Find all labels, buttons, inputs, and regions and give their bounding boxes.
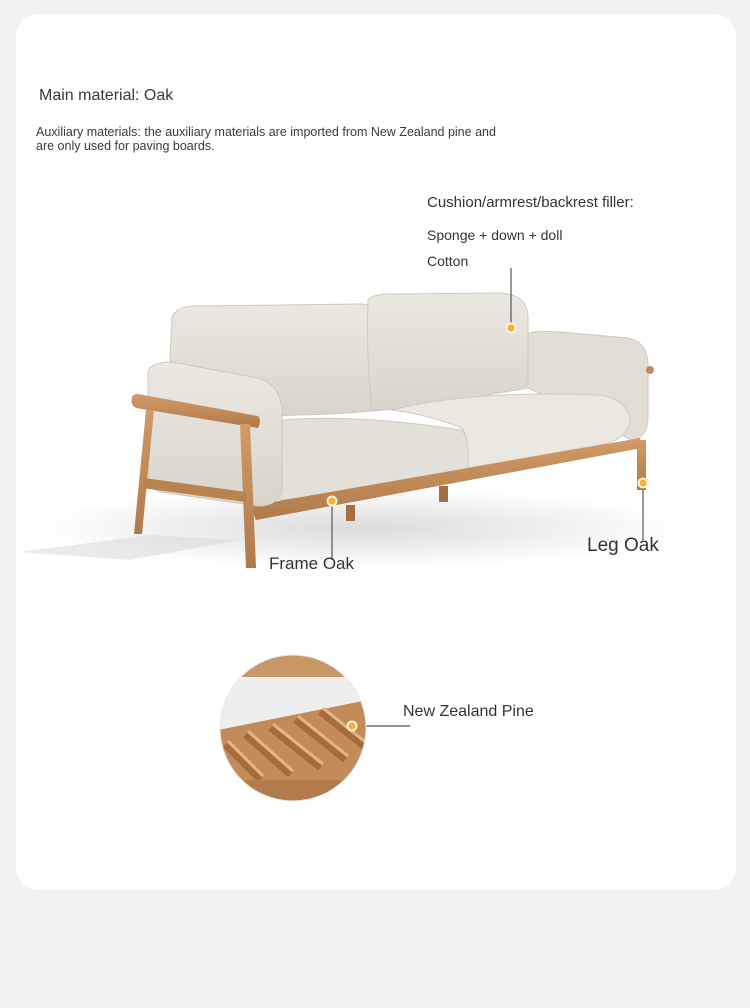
leg-center-1 (346, 505, 355, 521)
filler-callout-line1: Sponge + down + doll (427, 227, 563, 243)
frame-dot (328, 497, 337, 506)
filler-callout-line2: Cotton (427, 253, 469, 269)
frame-oak-label: Frame Oak (269, 554, 355, 573)
filler-callout-title: Cushion/armrest/backrest filler: (427, 194, 634, 211)
new-zealand-pine-label: New Zealand Pine (403, 703, 534, 720)
auxiliary-material-text: Auxiliary materials: the auxiliary materials are imported from New Zealand pine and are only used for paving boards. (36, 125, 496, 153)
back-cushion-right (368, 293, 529, 410)
leg-dot (639, 479, 648, 488)
leg-center-2 (439, 486, 448, 502)
filler-dot (507, 324, 516, 333)
arm-knob-right (646, 366, 654, 374)
leg-oak-label: Leg Oak (587, 535, 659, 556)
pine-dot (348, 722, 357, 731)
main-material-text: Main material: Oak (39, 87, 174, 104)
